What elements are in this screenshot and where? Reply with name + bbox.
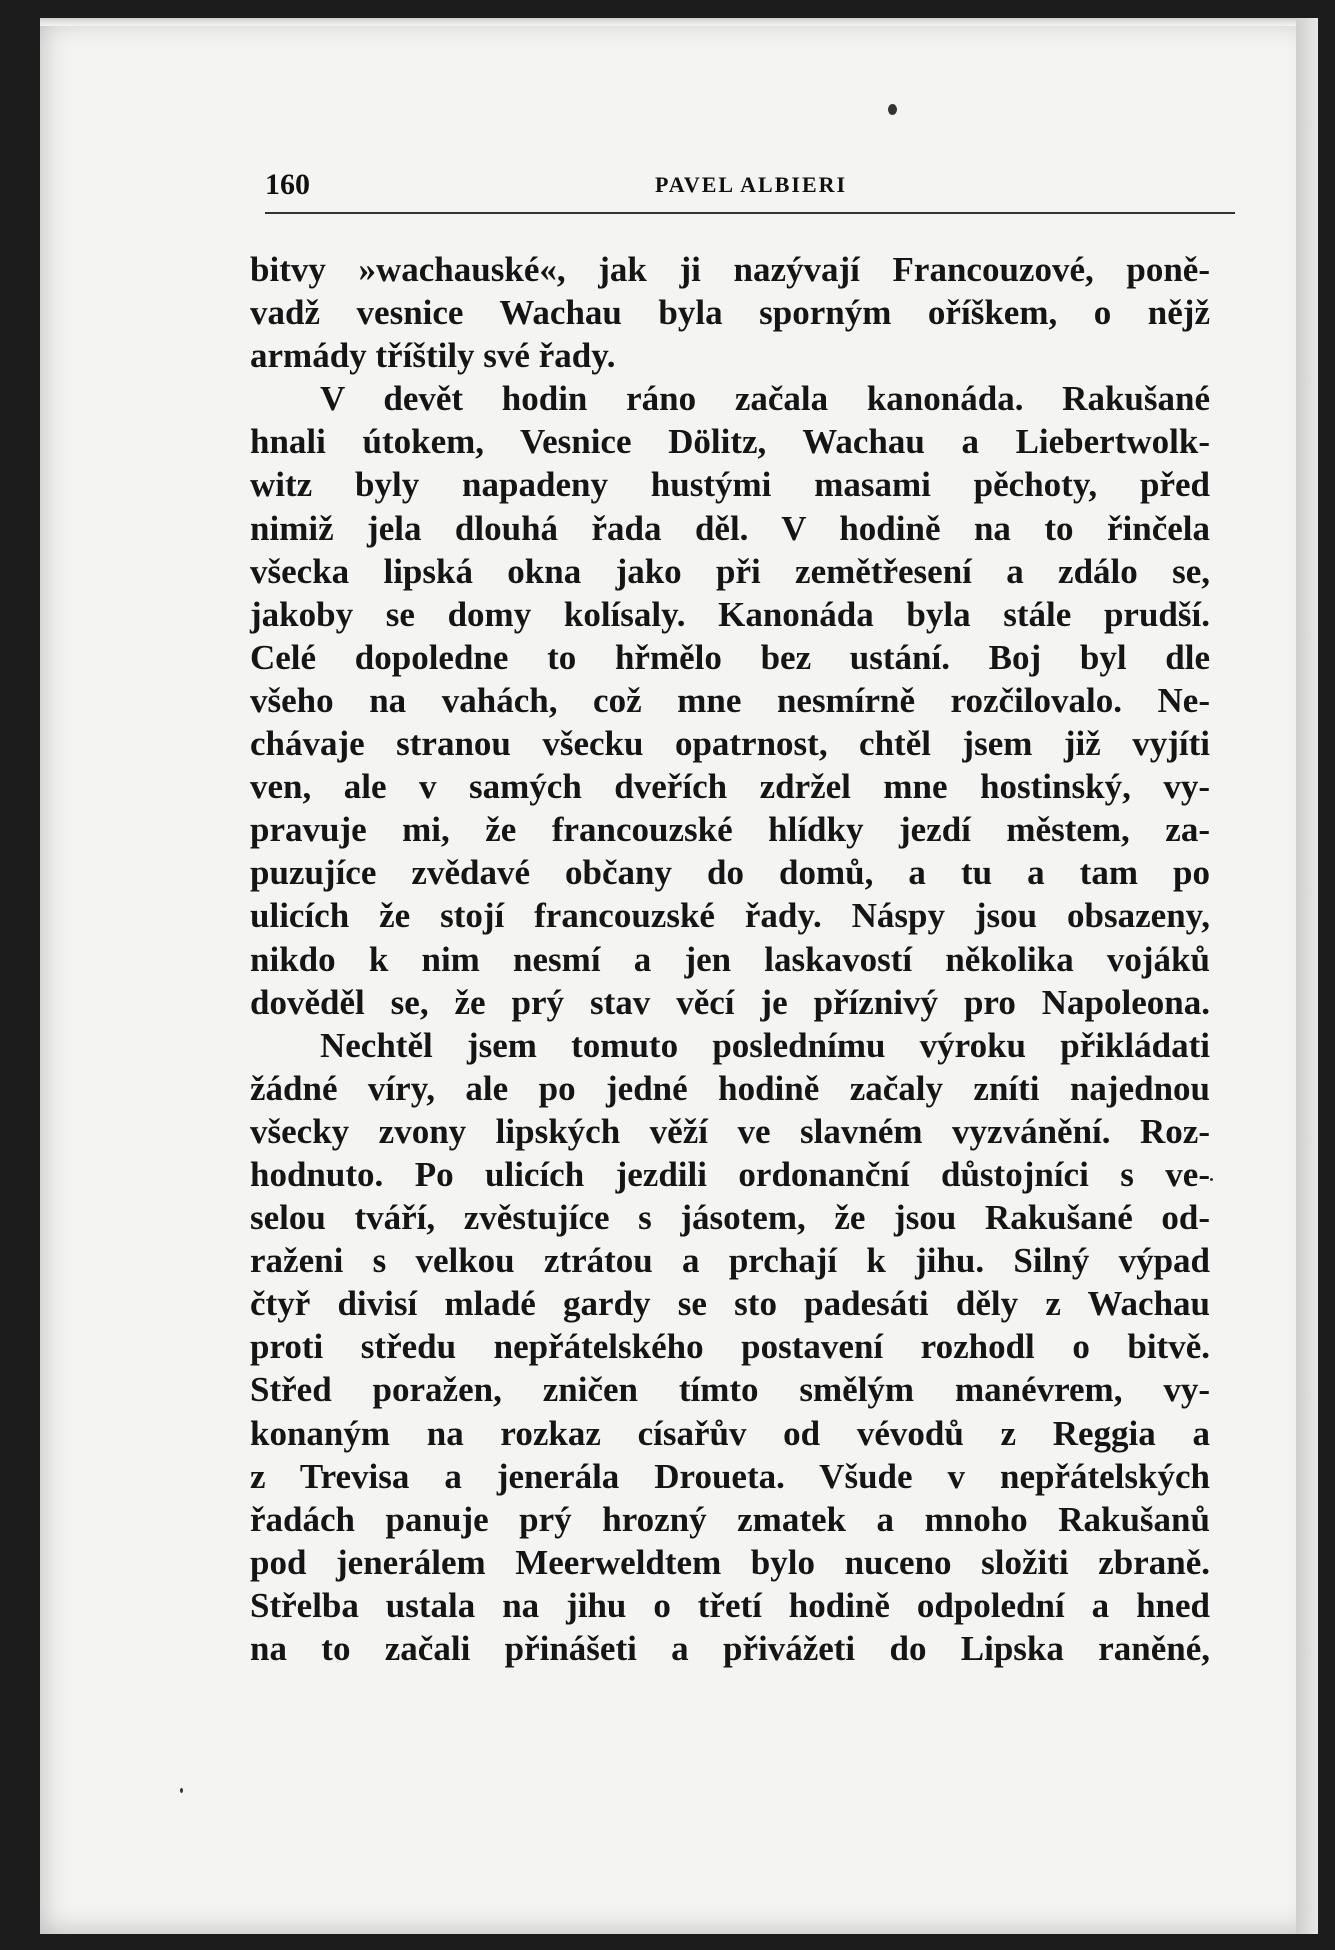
text-line: Střelba ustala na jihu o třetí hodině odpolední a hned <box>250 1585 1210 1625</box>
ink-speck <box>888 104 897 115</box>
text-line: všecky zvony lipských věží ve slavném vyzvánění. Roz- <box>250 1111 1210 1151</box>
text-line: Nechtěl jsem tomuto poslednímu výroku přikládati <box>320 1025 1210 1065</box>
text-line: všeho na vahách, což mne nesmírně rozčilovalo. Ne- <box>250 680 1210 720</box>
text-line: čtyř divisí mladé gardy se sto padesáti děly z Wachau <box>250 1284 1210 1324</box>
text-line: puzujíce zvědavé občany do domů, a tu a tam po <box>250 853 1210 893</box>
page-header <box>265 168 1235 208</box>
text-line: witz byly napadeny hustými masami pěchoty, před <box>250 465 1210 505</box>
text-line: proti středu nepřátelského postavení rozhodl o bitvě. <box>250 1327 1210 1367</box>
text-line: hnali útokem, Vesnice Dölitz, Wachau a Liebertwolk- <box>250 422 1210 462</box>
text-line: Střed poražen, zničen tímto smělým manévrem, vy- <box>250 1370 1210 1410</box>
text-line: hodnuto. Po ulicích jezdili ordonanční důstojníci s ve- <box>250 1154 1210 1194</box>
text-line: dověděl se, že prý stav věcí je příznivý pro Napoleona. <box>250 982 1210 1022</box>
text-line: armády tříštily své řady. <box>250 336 616 376</box>
text-line: chávaje stranou všecku opatrnost, chtěl jsem již vyjíti <box>250 724 1210 764</box>
text-line: řadách panuje prý hrozný zmatek a mnoho Rakušanů <box>250 1499 1210 1539</box>
text-line: jakoby se domy kolísaly. Kanonáda byla stále prudší. <box>250 594 1210 634</box>
text-line: nikdo k nim nesmí a jen laskavostí několika vojáků <box>250 939 1210 979</box>
text-line: V devět hodin ráno začala kanonáda. Rakušané <box>320 379 1210 419</box>
text-line: ven, ale v samých dveřích zdržel mne hostinský, vy- <box>250 767 1210 807</box>
text-line: ulicích že stojí francouzské řady. Náspy jsou obsazeny, <box>250 896 1210 936</box>
header-rule <box>265 212 1235 214</box>
ink-speck <box>180 1788 183 1793</box>
body-text <box>250 248 1210 1670</box>
text-line: selou tváří, zvěstujíce s jásotem, že jsou Rakušané od- <box>250 1198 1210 1238</box>
text-line: z Trevisa a jenerála Droueta. Všude v nepřátelských <box>250 1456 1210 1496</box>
text-line: vadž vesnice Wachau byla sporným oříškem, o nějž <box>250 293 1210 333</box>
page-right-edge <box>1296 18 1318 1934</box>
text-line: nimiž jela dlouhá řada děl. V hodině na to řinčela <box>250 508 1210 548</box>
text-line: Celé dopoledne to hřmělo bez ustání. Boj byl dle <box>250 637 1210 677</box>
text-line: konaným na rozkaz císařův od vévodů z Reggia a <box>250 1413 1210 1453</box>
text-line: pravuje mi, že francouzské hlídky jezdí městem, za- <box>250 810 1210 850</box>
text-line: žádné víry, ale po jedné hodině začaly zníti najednou <box>250 1068 1210 1108</box>
page-top-edge <box>40 18 1318 26</box>
text-line: pod jenerálem Meerweldtem bylo nuceno složiti zbraně. <box>250 1542 1210 1582</box>
text-line: všecka lipská okna jako při zemětřesení a zdálo se, <box>250 551 1210 591</box>
text-line: bitvy »wachauské«, jak ji nazývají Francouzové, poně- <box>250 250 1210 289</box>
running-title: PAVEL ALBIERI <box>655 172 848 197</box>
page-number: 160 <box>265 168 310 201</box>
text-line: raženi s velkou ztrátou a prchají k jihu. Silný výpad <box>250 1241 1210 1281</box>
text-line: na to začali přinášeti a přivážeti do Lipska raněné, <box>250 1629 1210 1668</box>
ink-speck <box>1210 1178 1213 1181</box>
